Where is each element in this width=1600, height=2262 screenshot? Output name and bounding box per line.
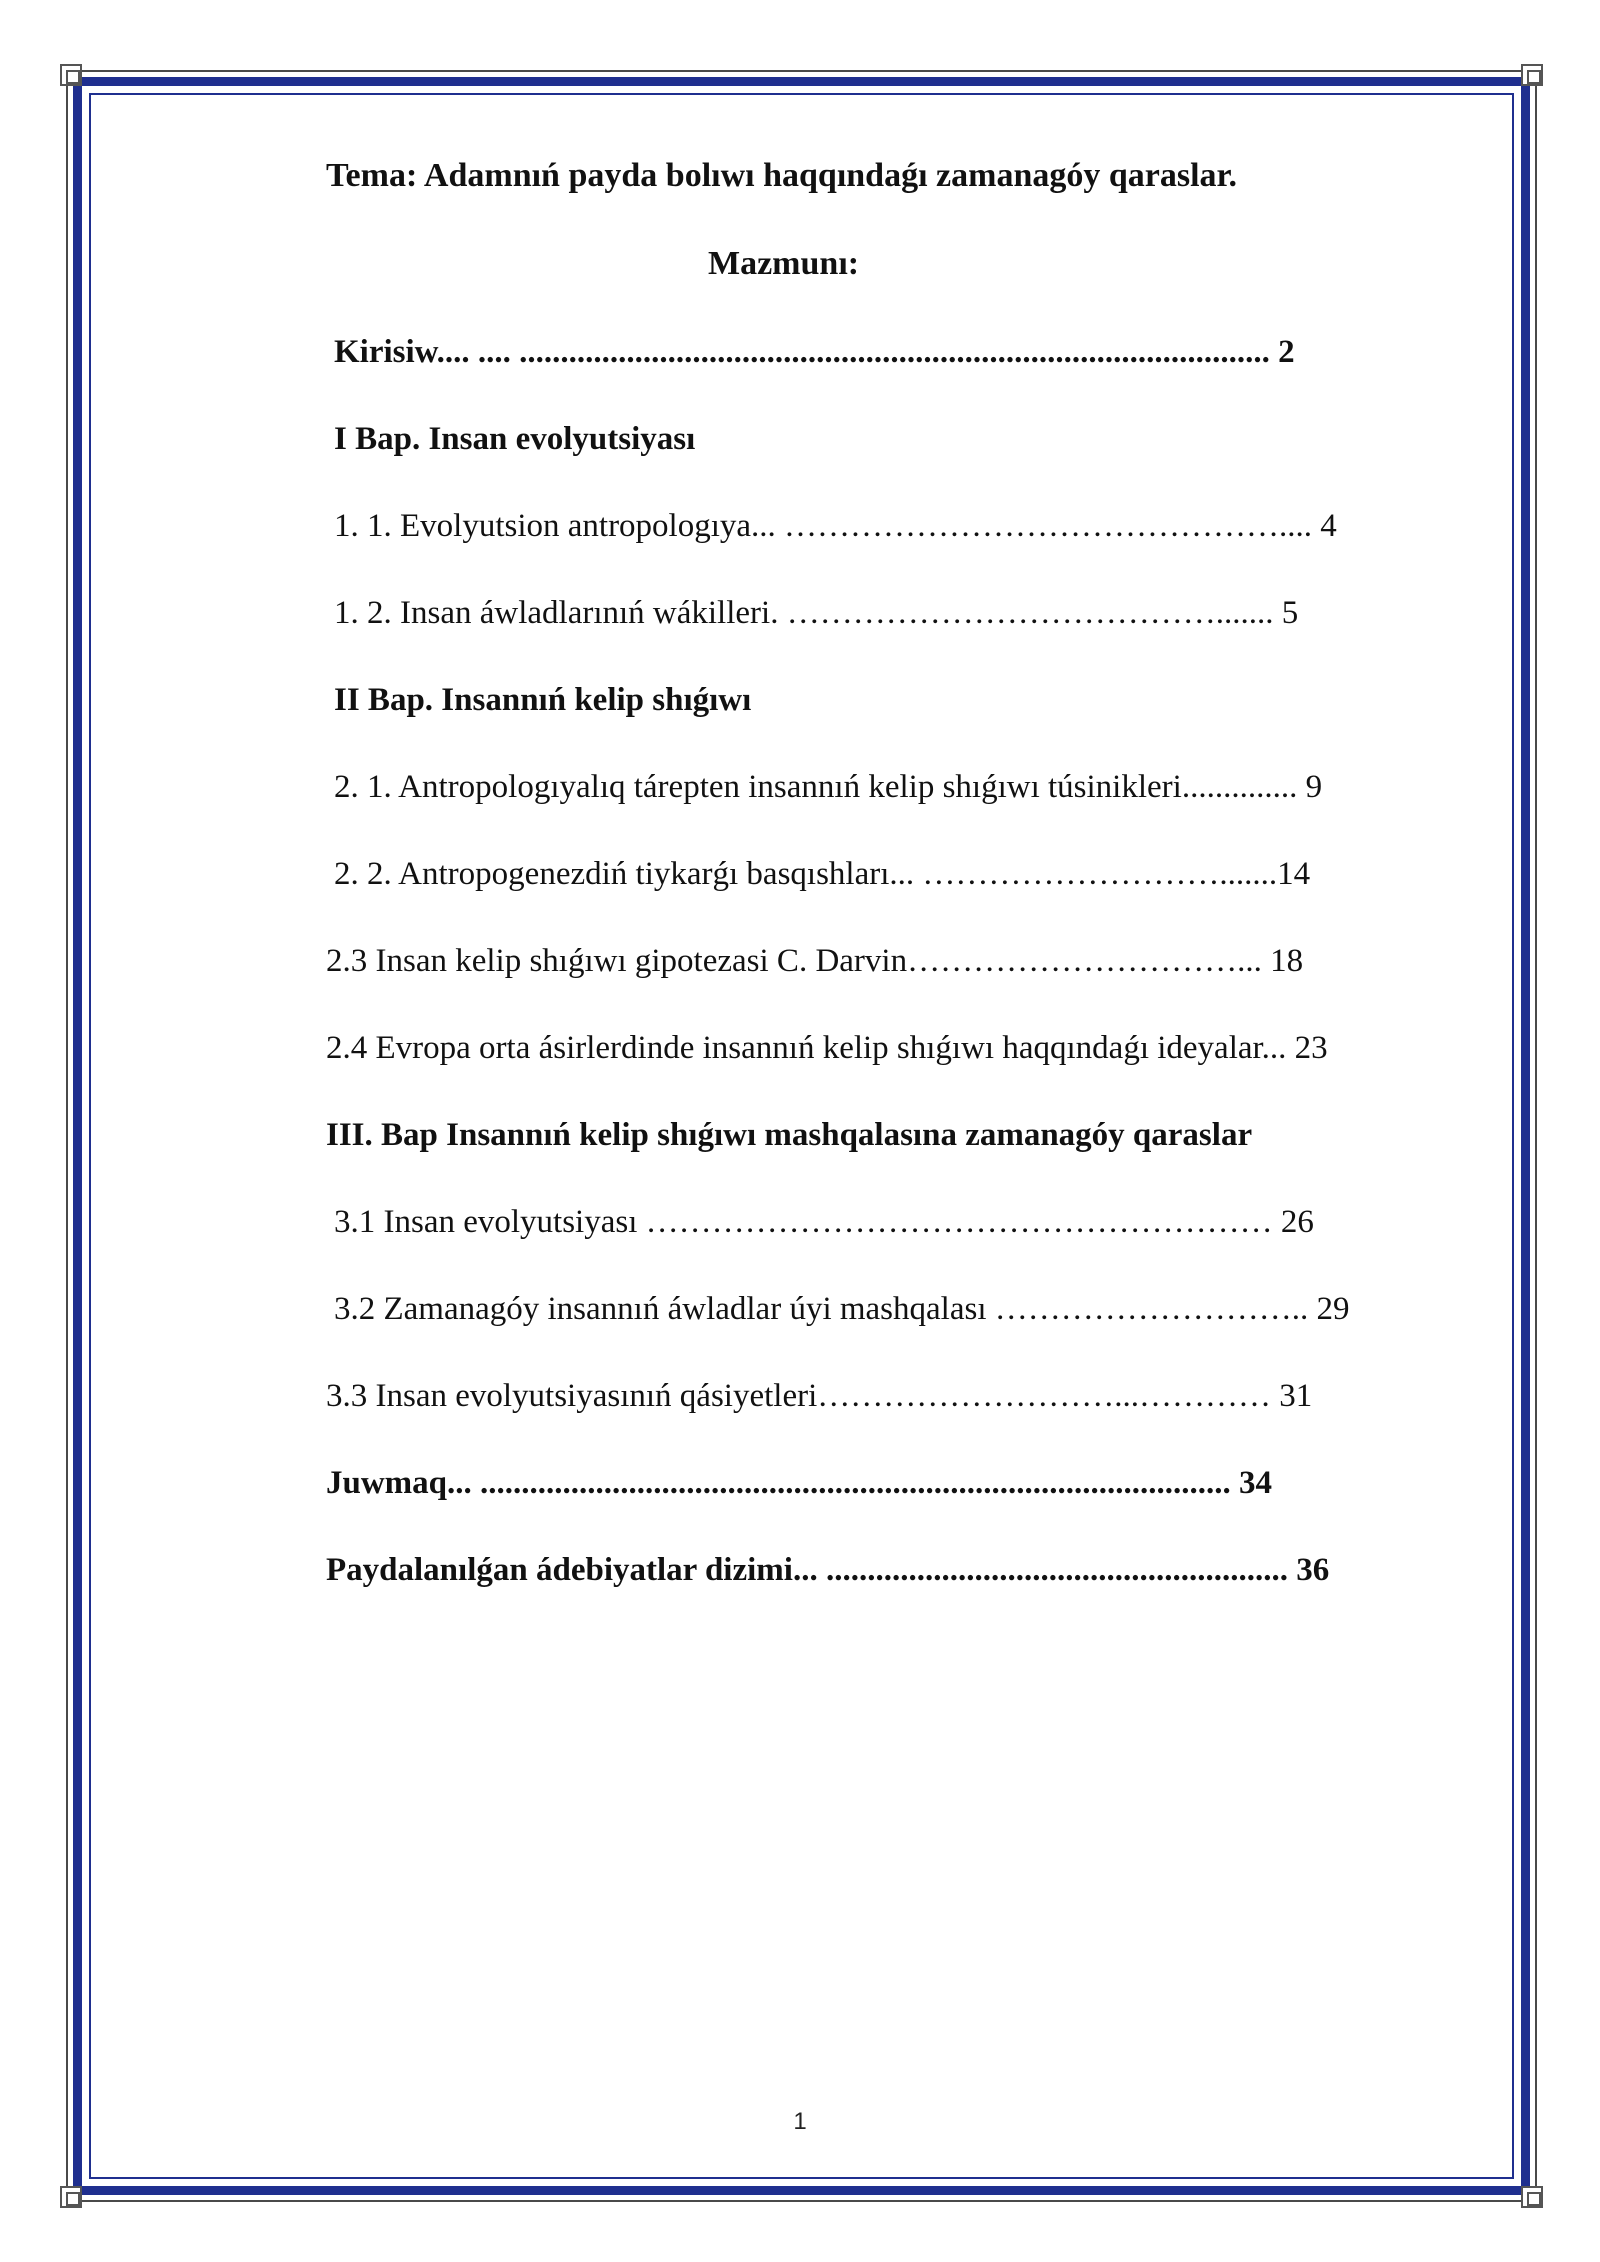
toc-entry-3-1: 3.1 Insan evolyutsiyası ………………………………………………… 26 [334,1204,1314,1240]
toc-entry-conclusion: Juwmaq... ........................................................................................... 34 [326,1465,1273,1501]
document-title: Tema: Adamnıń payda bolıwı haqqındaǵı zamanagóy qaraslar. [326,157,1237,194]
toc-chapter-1: I Bap. Insan evolyutsiyası [334,421,696,457]
toc-entry-introduction: Kirisiw.... .... ........................................................................................... 2 [334,334,1295,370]
toc-entry-2-3: 2.3 Insan kelip shıǵıwı gipotezasi C. Darvin…………………………... 18 [326,943,1304,979]
toc-entry-1-2: 1. 2. Insan áwladlarınıń wákilleri. …………………………………....... 5 [334,595,1299,631]
toc-chapter-2: II Bap. Insannıń kelip shıǵıwı [334,682,752,718]
toc-entry-bibliography: Paydalanılǵan ádebiyatlar dizimi... ........................................................ 36 [326,1552,1330,1588]
toc-entry-2-4: 2.4 Evropa orta ásirlerdinde insannıń kelip shıǵıwı haqqındaǵı ideyalar... 23 [326,1030,1328,1066]
toc-entry-2-2: 2. 2. Antropogenezdiń tiykarǵı basqıshları... ……………………….......14 [334,856,1311,892]
toc-entry-3-2: 3.2 Zamanagóy insannıń áwladlar úyi mashqalası ……………………….. 29 [334,1291,1350,1327]
toc-chapter-3: III. Bap Insannıń kelip shıǵıwı mashqalasına zamanagóy qaraslar [326,1117,1253,1153]
toc-heading: Mazmunı: [708,245,860,282]
toc-entry-3-3: 3.3 Insan evolyutsiyasınıń qásiyetleri………………………...………… 31 [326,1378,1313,1414]
page-number: 1 [793,2108,807,2135]
toc-entry-2-1: 2. 1. Antropologıyalıq tárepten insannıń kelip shıǵıwı túsinikleri.............. 9 [334,769,1323,805]
toc-entry-1-1: 1. 1. Evolyutsion antropologıya... ……………………………………….... 4 [334,508,1337,544]
